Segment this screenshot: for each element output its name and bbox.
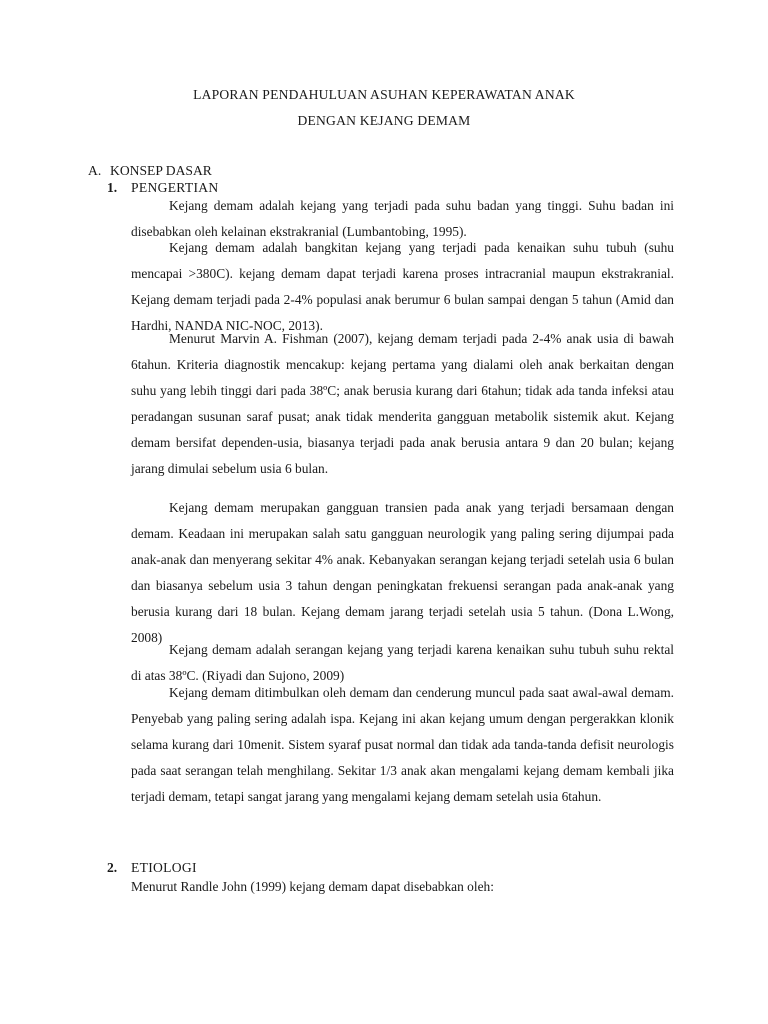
subsection-1-number: 1.	[107, 180, 118, 195]
pengertian-paragraph-5: Kejang demam adalah serangan kejang yang terjadi karena kenaikan suhu tubuh suhu rektal di atas 38ºC. (Riyadi dan Sujono, 2009)	[131, 642, 674, 683]
pengertian-paragraph-4: Kejang demam merupakan gangguan transien pada anak yang terjadi bersamaan dengan demam. Keadaan ini merupakan salah satu gangguan neurologik yang paling sering dijumpai pada anak-anak dan menyerang sekitar 4% anak. Kebanyakan serangan kejang terjadi setelah usia 6 bulan dan biasanya sebelum usia 3 tahun dengan peningkatan frekuensi serangan pada anak-anak yang berusia kurang dari 18 bulan. Kejang demam jarang terjadi setelah usia 5 tahun. (Dona L.Wong, 2008)	[131, 500, 674, 645]
document-title-line-1: LAPORAN PENDAHULUAN ASUHAN KEPERAWATAN ANAK	[193, 87, 575, 102]
subsection-1-title: PENGERTIAN	[131, 180, 219, 195]
pengertian-paragraph-6: Kejang demam ditimbulkan oleh demam dan cenderung muncul pada saat awal-awal demam. Penyebab yang paling sering adalah ispa. Kejang ini akan kejang umum dengan pergerakkan klonik selama kurang dari 10menit. Sistem syaraf pusat normal dan tidak ada tanda-tanda defisit neurologis pada saat serangan telah menghilang. Sekitar 1/3 anak akan mengalami kejang demam kembali jika terjadi demam, tetapi sangat jarang yang mengalami kejang demam setelah usia 6tahun.	[131, 685, 674, 804]
pengertian-paragraph-1: Kejang demam adalah kejang yang terjadi pada suhu badan yang tinggi. Suhu badan ini disebabkan oleh kelainan ekstrakranial (Lumbantobing, 1995).	[131, 198, 674, 239]
subsection-2-number: 2.	[107, 860, 118, 875]
section-a-letter: A.	[88, 163, 102, 178]
subsection-2-title: ETIOLOGI	[131, 860, 197, 875]
section-a-title: KONSEP DASAR	[110, 163, 212, 178]
document-title-line-2: DENGAN KEJANG DEMAM	[297, 113, 471, 128]
subsection-2-heading	[107, 860, 197, 876]
pengertian-paragraph-3: Menurut Marvin A. Fishman (2007), kejang demam terjadi pada 2-4% anak usia di bawah 6tahun. Kriteria diagnostik mencakup: kejang pertama yang dialami oleh anak berkaitan dengan suhu yang lebih tinggi dari pada 38ºC; anak berusia kurang dari 6tahun; tidak ada tanda infeksi atau peradangan susunan saraf pusat; anak tidak menderita gangguan metabolik sistemik akut. Kejang demam bersifat dependen-usia, biasanya terjadi pada anak berusia antara 9 dan 20 bulan; kejang jarang dimulai sebelum usia 6 bulan.	[131, 331, 674, 476]
etiologi-intro-text: Menurut Randle John (1999) kejang demam dapat disebabkan oleh:	[131, 879, 494, 894]
pengertian-paragraph-2: Kejang demam adalah bangkitan kejang yang terjadi pada kenaikan suhu tubuh (suhu mencapai >380C). kejang demam dapat terjadi karena proses intracranial maupun ekstrakranial. Kejang demam terjadi pada 2-4% populasi anak berumur 6 bulan sampai dengan 5 tahun (Amid dan Hardhi, NANDA NIC-NOC, 2013).	[131, 240, 674, 333]
section-a-heading	[88, 163, 212, 179]
